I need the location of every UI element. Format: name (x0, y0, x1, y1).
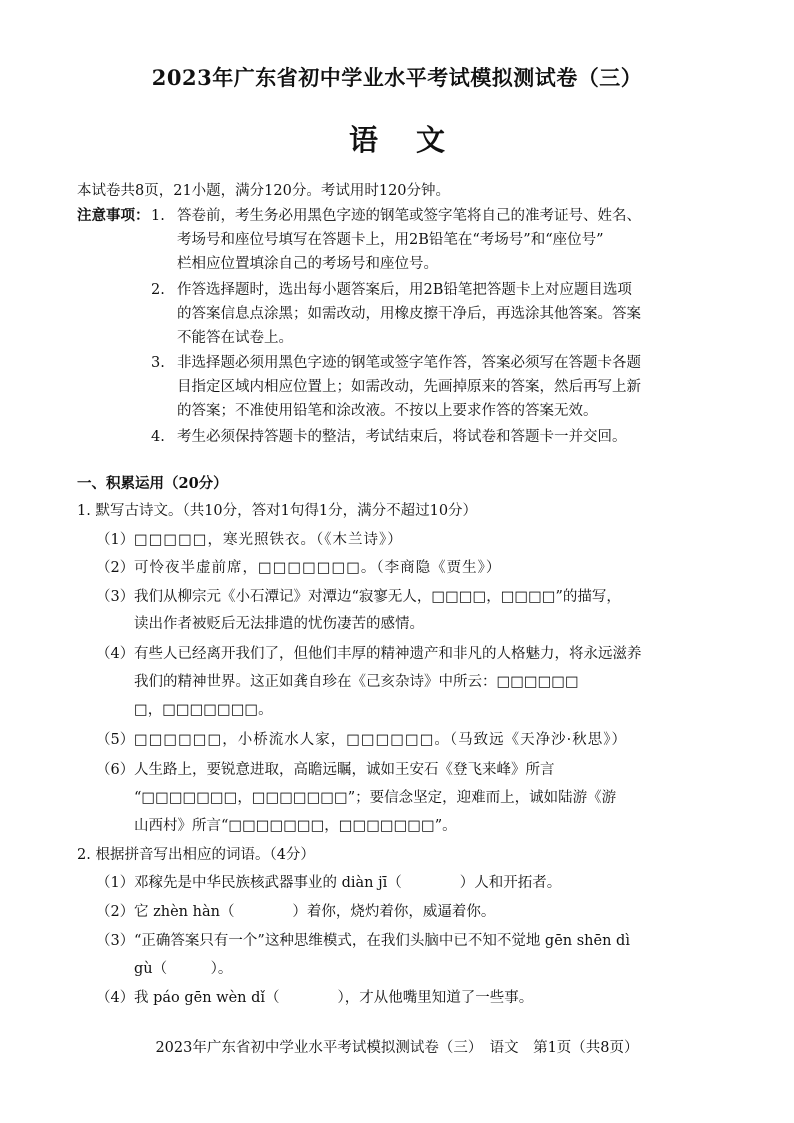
q1-item-6-line-3: 山西村》所言“□□□□□□□，□□□□□□□”。 (134, 818, 457, 834)
notice-1-line-3: 栏相应位置填涂自己的考场号和座位号。 (177, 256, 438, 272)
q2-item-num-2: （2） (96, 904, 135, 920)
q1-item-6-line-1: 人生路上，要锐意进取，高瞻远瞩，诚如王安石《登飞来峰》所言 (134, 762, 555, 778)
q1-item-num-4: （4） (96, 646, 135, 662)
exam-title: 2023年广东省初中学业水平考试模拟测试卷（三） (151, 65, 643, 90)
q1-item-num-6: （6） (96, 762, 135, 778)
exam-intro: 本试卷共8页，21小题，满分120分。考试用时120分钟。 (77, 183, 451, 199)
notice-3-line-2: 目指定区域内相应位置上；如需改动，先画掉原来的答案，然后再写上新 (177, 379, 641, 395)
q1-item-4-line-2: 我们的精神世界。这正如龚自珍在《己亥杂诗》中所云：□□□□□□ (134, 674, 579, 690)
notice-num-4: 4. (151, 429, 165, 445)
q1-item-1-line-1: □□□□□，寒光照铁衣。（《木兰诗》） (134, 532, 403, 548)
q2-item-num-3: （3） (96, 933, 135, 949)
notice-num-2: 2. (151, 282, 165, 298)
q1-item-4-line-3: □，□□□□□□□。 (134, 702, 273, 718)
notice-1-line-1: 答卷前，考生务必用黑色字迹的钢笔或签字笔将自己的准考证号、姓名、 (177, 208, 641, 224)
q1-item-num-5: （5） (96, 732, 135, 748)
q2-item-num-4: （4） (96, 990, 135, 1006)
q2-item-num-1: （1） (96, 875, 135, 891)
q1-item-3-line-2: 读出作者被贬后无法排遣的忧伤凄苦的感情。 (134, 616, 424, 632)
notice-3-line-1: 非选择题必须用黑色字迹的钢笔或签字笔作答，答案必须写在答题卡各题 (177, 355, 641, 371)
notice-4-line-1: 考生必须保持答题卡的整洁，考试结束后，将试卷和答题卡一并交回。 (177, 429, 627, 445)
q1-item-4-line-1: 有些人已经离开我们了，但他们丰厚的精神遗产和非凡的人格魅力，将永远滋养 (134, 646, 642, 662)
notice-2-line-1: 作答选择题时，选出每小题答案后，用2B铅笔把答题卡上对应题目选项 (177, 282, 632, 298)
notice-label: 注意事项： (77, 207, 150, 224)
q2-item-3-line-2: gù（ ）。 (134, 961, 233, 977)
notice-num-1: 1. (151, 208, 165, 224)
subject-heading: 语文 (348, 123, 483, 157)
q1-item-5-line-1: □□□□□□，小桥流水人家，□□□□□□。（马致远《天净沙·秋思》） (134, 732, 628, 748)
notice-num-3: 3. (151, 355, 165, 371)
q1-item-num-3: （3） (96, 589, 135, 605)
q1-item-num-2: （2） (96, 560, 135, 576)
q1-item-num-1: （1） (96, 532, 135, 548)
q2-item-4-line-1: 我 páo gēn wèn dǐ（ ），才从他嘴里知道了一些事。 (134, 990, 534, 1006)
question-1-stem: 1. 默写古诗文。（共10分，答对1句得1分，满分不超过10分） (77, 503, 478, 519)
q1-item-2-line-1: 可怜夜半虚前席，□□□□□□□。（李商隐《贾生》） (134, 560, 502, 576)
notice-1-line-2: 考场号和座位号填写在答题卡上，用2B铅笔在“考场号”和“座位号” (177, 232, 604, 248)
page-footer: 2023年广东省初中学业水平考试模拟测试卷（三） 语文 第1页（共8页） (155, 1040, 639, 1056)
q2-item-3-line-1: “正确答案只有一个”这种思维模式，在我们头脑中已不知不觉地 gēn shēn dì (134, 933, 630, 949)
notice-2-line-3: 不能答在试卷上。 (177, 330, 293, 346)
q1-item-3-line-1: 我们从柳宗元《小石潭记》对潭边“寂寥无人，□□□□，□□□□”的描写， (134, 589, 621, 605)
q1-item-6-line-2: “□□□□□□□，□□□□□□□”；要信念坚定，迎难而上，诚如陆游《游 (134, 790, 617, 806)
q2-item-1-line-1: 邓稼先是中华民族核武器事业的 diàn jī（ ）人和开拓者。 (134, 875, 562, 891)
notice-2-line-2: 的答案信息点涂黑；如需改动，用橡皮擦干净后，再选涂其他答案。答案 (177, 306, 641, 322)
q2-item-2-line-1: 它 zhèn hàn（ ）着你，烧灼着你，威逼着你。 (134, 904, 496, 920)
notice-3-line-3: 的答案；不准使用铅笔和涂改液。不按以上要求作答的答案无效。 (177, 403, 598, 419)
question-2-stem: 2. 根据拼音写出相应的词语。（4分） (77, 847, 315, 863)
section-heading: 一、积累运用（20分） (77, 475, 228, 492)
